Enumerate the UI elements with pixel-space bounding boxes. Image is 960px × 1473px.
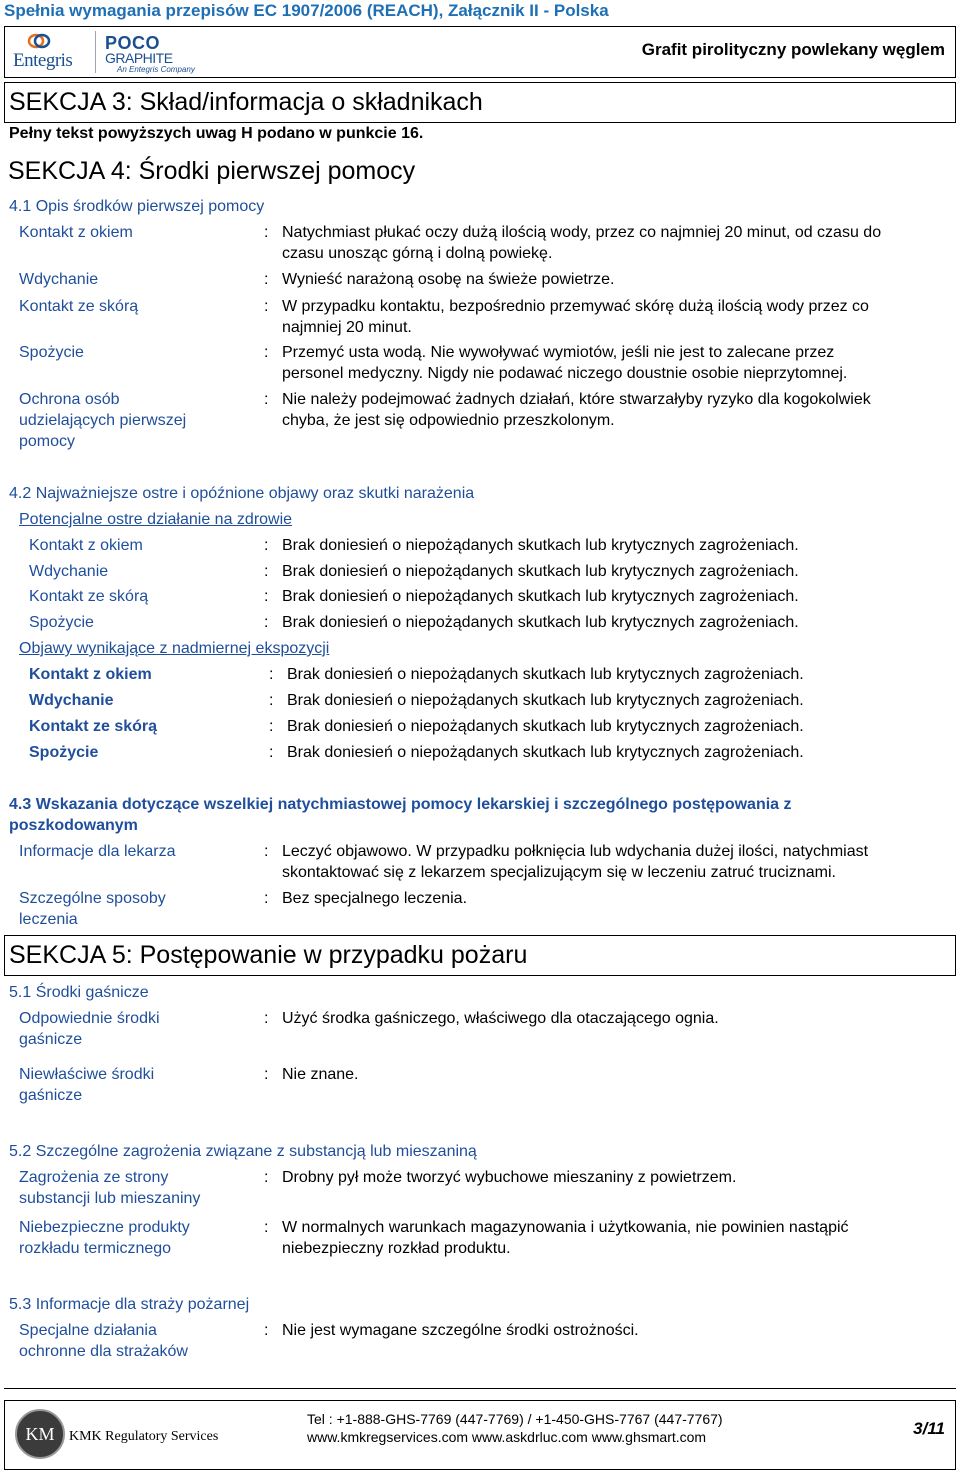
inhalation-label: Wdychanie	[19, 271, 99, 288]
colon: :	[264, 614, 269, 631]
colon: :	[264, 224, 269, 241]
eye-contact-label: Kontakt z okiem	[19, 224, 133, 241]
acute-ingestion-label: Spożycie	[29, 614, 94, 631]
colon: :	[264, 1010, 269, 1027]
ingestion-text-2: personel medyczny. Nigdy nie podawać niczego doustnie osobie nieprzytomnej.	[282, 365, 848, 382]
colon: :	[264, 563, 269, 580]
acute-ingestion-text: Brak doniesień o niepożądanych skutkach lub krytycznych zagrożeniach.	[282, 614, 799, 631]
acute-effects-heading: Potencjalne ostre działanie na zdrowie	[19, 511, 293, 528]
ingestion-text-1: Przemyć usta wodą. Nie wywoływać wymiotów, jeśli nie jest to zalecane przez	[282, 344, 835, 361]
poco-graphite-logo	[105, 35, 195, 75]
logo-divider	[95, 31, 96, 73]
colon: :	[264, 843, 269, 860]
substance-hazards-label-2: substancji lub mieszaniny	[19, 1190, 201, 1207]
firefighter-protection-text: Nie jest wymagane szczególne środki ostrożności.	[282, 1322, 639, 1339]
poco-logo-text: POCO	[105, 33, 161, 53]
kmk-company-name: KMK Regulatory Services	[69, 1429, 219, 1444]
inhalation-text: Wynieść narażoną osobę na świeże powietrze.	[282, 271, 615, 288]
unsuitable-media-text: Nie znane.	[282, 1066, 359, 1083]
colon: :	[264, 344, 269, 361]
acute-inhalation-label: Wdychanie	[29, 563, 109, 580]
specific-treatment-label-1: Szczególne sposoby	[19, 890, 166, 907]
acute-inhalation-text: Brak doniesień o niepożądanych skutkach lub krytycznych zagrożeniach.	[282, 563, 799, 580]
colon: :	[269, 744, 274, 761]
overexp-skin-label: Kontakt ze skórą	[29, 718, 158, 735]
decomposition-label-2: rozkładu termicznego	[19, 1240, 172, 1257]
entegris-logo	[13, 33, 83, 73]
first-aider-protection-text-1: Nie należy podejmować żadnych działań, które stwarzałyby ryzyko dla kogokolwiek	[282, 391, 871, 408]
colon: :	[264, 1322, 269, 1339]
doctor-info-text-1: Leczyć objawowo. W przypadku połknięcia lub wdychania dużej ilości, natychmiast	[282, 843, 869, 860]
firefighter-protection-label-2: ochronne dla strażaków	[19, 1343, 188, 1360]
subsection-4-3-heading-1: 4.3 Wskazania dotyczące wszelkiej natychmiastowej pomocy lekarskiej i szczególnego postępowania z	[9, 796, 792, 813]
suitable-media-label-1: Odpowiednie środki	[19, 1010, 160, 1027]
colon: :	[269, 692, 274, 709]
first-aider-protection-label-3: pomocy	[19, 433, 76, 450]
substance-hazards-text: Drobny pył może tworzyć wybuchowe mieszaniny z powietrzem.	[282, 1169, 737, 1186]
specific-treatment-label-2: leczenia	[19, 911, 78, 928]
overexp-skin-text: Brak doniesień o niepożądanych skutkach lub krytycznych zagrożeniach.	[287, 718, 804, 735]
colon: :	[264, 588, 269, 605]
suitable-media-text: Użyć środka gaśniczego, właściwego dla otaczającego ognia.	[282, 1010, 719, 1027]
footer-websites: www.kmkregservices.com www.askdrluc.com www.ghsmart.com	[307, 1429, 707, 1445]
first-aider-protection-label-2: udzielających pierwszej	[19, 412, 187, 429]
entegris-logo-text: Entegris	[13, 50, 73, 71]
footer-separator	[4, 1388, 956, 1389]
colon: :	[264, 298, 269, 315]
subsection-5-3-heading: 5.3 Informacje dla straży pożarnej	[9, 1296, 250, 1313]
colon: :	[269, 666, 274, 683]
colon: :	[264, 537, 269, 554]
section-4-title: SEKCJA 4: Środki pierwszej pomocy	[8, 157, 416, 185]
subsection-4-3-heading-2: poszkodowanym	[9, 817, 138, 834]
acute-eye-text: Brak doniesień o niepożądanych skutkach lub krytycznych zagrożeniach.	[282, 537, 799, 554]
overexp-inhalation-label: Wdychanie	[29, 692, 114, 709]
colon: :	[264, 1066, 269, 1083]
overexp-eye-label: Kontakt z okiem	[29, 666, 152, 683]
suitable-media-label-2: gaśnicze	[19, 1031, 83, 1048]
footer	[4, 1400, 956, 1470]
unsuitable-media-label-2: gaśnicze	[19, 1087, 83, 1104]
decomposition-text-1: W normalnych warunkach magazynowania i użytkowania, nie powinien nastąpić	[282, 1219, 849, 1236]
colon: :	[264, 1169, 269, 1186]
acute-skin-label: Kontakt ze skórą	[29, 588, 149, 605]
regulation-banner: Spełnia wymagania przepisów EC 1907/2006 (REACH), Załącznik II - Polska	[4, 1, 609, 20]
colon: :	[269, 718, 274, 735]
colon: :	[264, 890, 269, 907]
doctor-info-label: Informacje dla lekarza	[19, 843, 176, 860]
overexposure-heading: Objawy wynikające z nadmiernej ekspozycji	[19, 640, 330, 657]
colon: :	[264, 391, 269, 408]
acute-eye-label: Kontakt z okiem	[29, 537, 143, 554]
substance-hazards-label-1: Zagrożenia ze strony	[19, 1169, 169, 1186]
skin-contact-label: Kontakt ze skórą	[19, 298, 139, 315]
section-5-title: SEKCJA 5: Postępowanie w przypadku pożaru	[4, 935, 956, 976]
eye-contact-text-2: czasu unosząc górną i dolną powiekę.	[282, 245, 553, 262]
footer-telephone: Tel : +1-888-GHS-7769 (447-7769) / +1-450-GHS-7767 (447-7767)	[307, 1411, 723, 1427]
eye-contact-text-1: Natychmiast płukać oczy dużą ilością wody, przez co najmniej 20 minut, od czasu do	[282, 224, 882, 241]
h-statements-note: Pełny tekst powyższych uwag H podano w punkcie 16.	[9, 125, 424, 142]
doctor-info-text-2: skontaktować się z lekarzem specjalizującym się w leczeniu zatruć truciznami.	[282, 864, 836, 881]
firefighter-protection-label-1: Specjalne działania	[19, 1322, 157, 1339]
document-header	[4, 26, 956, 78]
decomposition-label-1: Niebezpieczne produkty	[19, 1219, 190, 1236]
colon: :	[264, 1219, 269, 1236]
overexp-inhalation-text: Brak doniesień o niepożądanych skutkach lub krytycznych zagrożeniach.	[287, 692, 804, 709]
kmk-logo: KM	[15, 1409, 65, 1459]
subsection-4-1-heading: 4.1 Opis środków pierwszej pomocy	[9, 198, 265, 215]
skin-contact-text-1: W przypadku kontaktu, bezpośrednio przemywać skórę dużą ilością wody przez co	[282, 298, 869, 315]
overexp-ingestion-label: Spożycie	[29, 744, 99, 761]
colon: :	[264, 271, 269, 288]
entegris-swirl-icon	[27, 33, 51, 49]
subsection-5-1-heading: 5.1 Środki gaśnicze	[9, 984, 149, 1001]
skin-contact-text-2: najmniej 20 minut.	[282, 319, 412, 336]
decomposition-text-2: niebezpieczny rozkład produktu.	[282, 1240, 511, 1257]
overexp-eye-text: Brak doniesień o niepożądanych skutkach lub krytycznych zagrożeniach.	[287, 666, 804, 683]
company-tagline: An Entegris Company	[117, 65, 195, 74]
product-name: Grafit pirolityczny powlekany węglem	[641, 40, 945, 59]
subsection-4-2-heading: 4.2 Najważniejsze ostre i opóźnione objawy oraz skutki narażenia	[9, 485, 475, 502]
ingestion-label: Spożycie	[19, 344, 84, 361]
section-3-title: SEKCJA 3: Skład/informacja o składnikach	[4, 82, 956, 123]
overexp-ingestion-text: Brak doniesień o niepożądanych skutkach lub krytycznych zagrożeniach.	[287, 744, 804, 761]
unsuitable-media-label-1: Niewłaściwe środki	[19, 1066, 155, 1083]
subsection-5-2-heading: 5.2 Szczególne zagrożenia związane z substancją lub mieszaniną	[9, 1143, 477, 1160]
specific-treatment-text: Bez specjalnego leczenia.	[282, 890, 468, 907]
graphite-logo-text: GRAPHITE	[105, 50, 173, 66]
page-number: 3/11	[913, 1419, 945, 1438]
acute-skin-text: Brak doniesień o niepożądanych skutkach lub krytycznych zagrożeniach.	[282, 588, 799, 605]
first-aider-protection-text-2: chyba, że jest się odpowiednio przeszkolonym.	[282, 412, 615, 429]
first-aider-protection-label-1: Ochrona osób	[19, 391, 120, 408]
